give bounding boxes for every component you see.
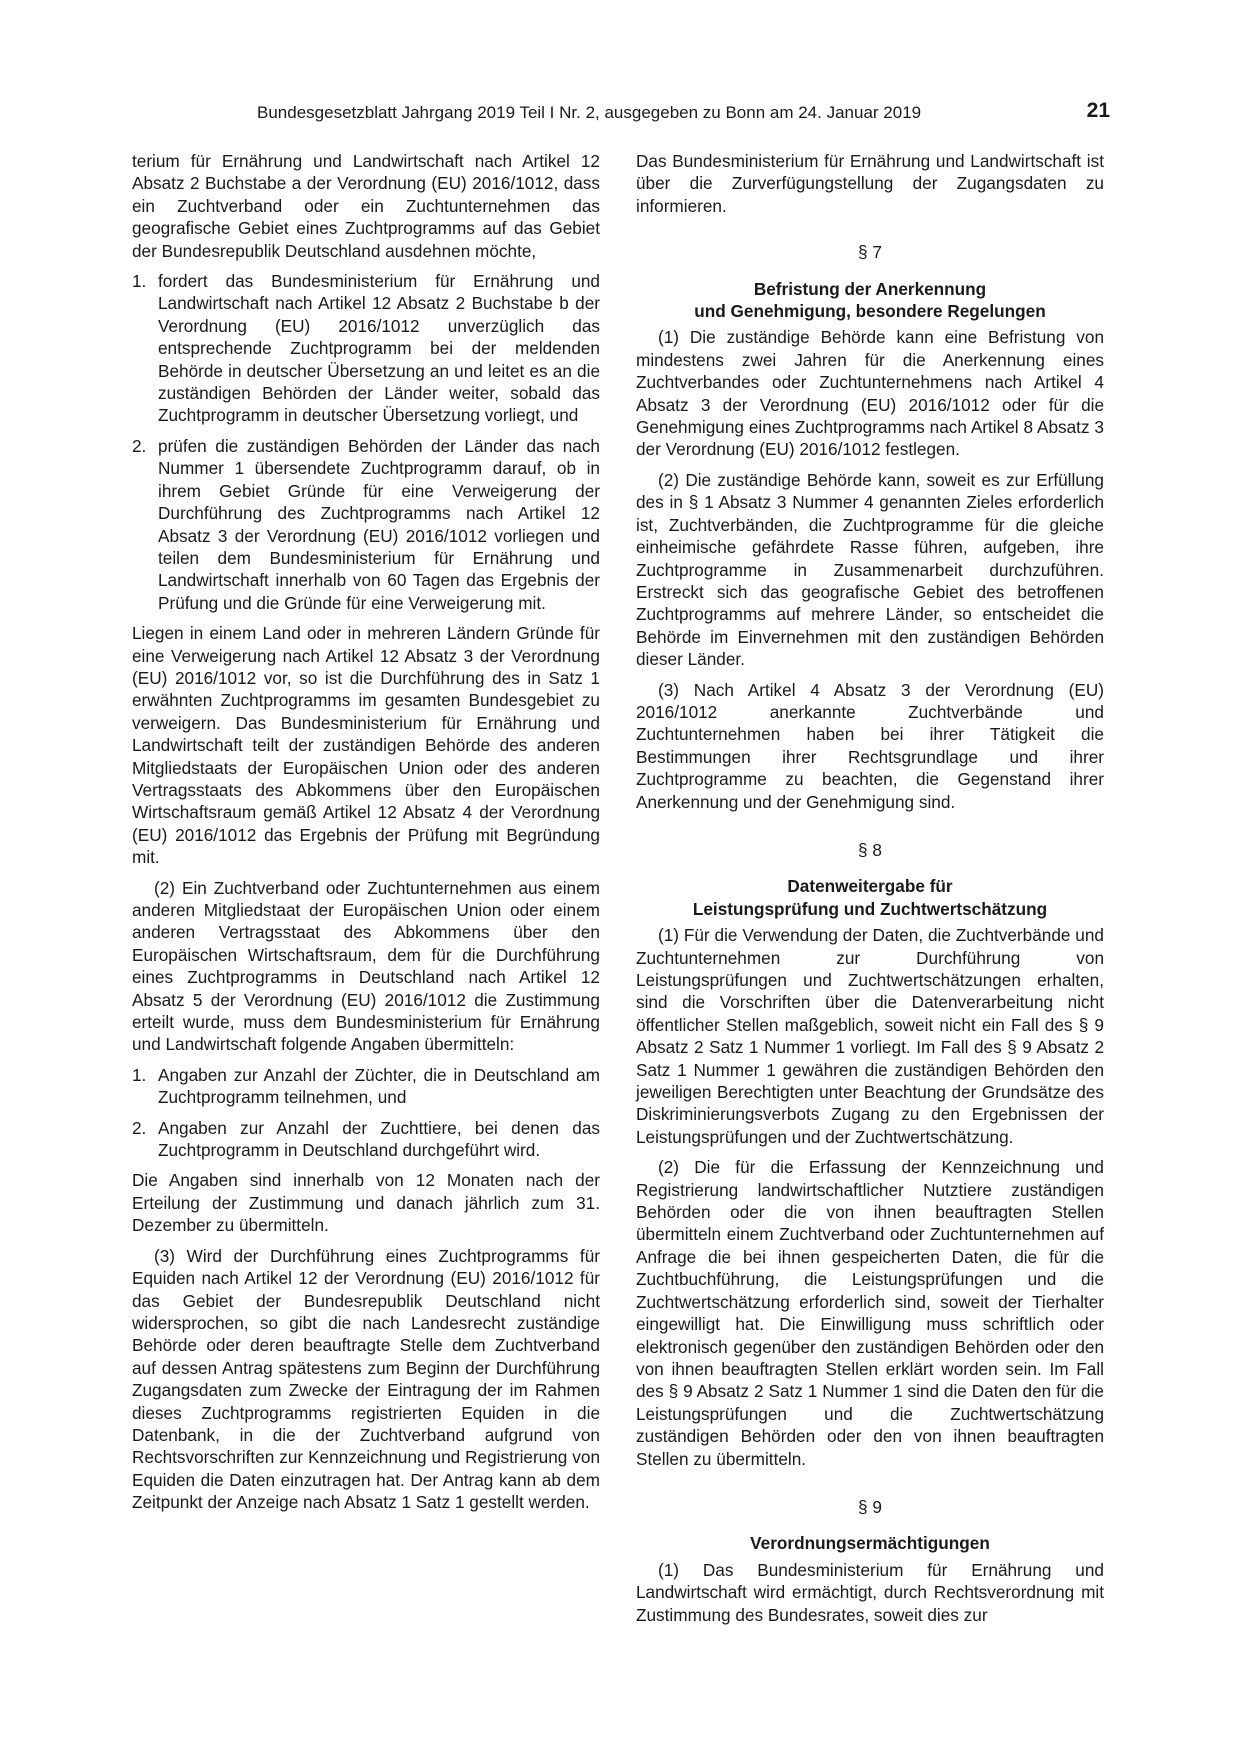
intro-paragraph: terium für Ernährung und Landwirtschaft nach Artikel 12 Absatz 2 Buchstabe a der Verordnung (EU) 2016/1012, dass ein Zuchtverband oder ein Zuchtunternehmen das geografische Gebiet eines Zuchtprogramms auf das Gebiet der Bundesrepublik Deutschland ausdehnen möchte,	[132, 151, 600, 261]
section-9-heading	[636, 1496, 1104, 1555]
list-item-number: 2.	[132, 1117, 147, 1138]
section-title-line: und Genehmigung, besondere Regelungen	[694, 301, 1046, 322]
list-item-text: fordert das Bundesministerium für Ernährung und Landwirtschaft nach Artikel 12 Absatz 2 Buchstabe b der Verordnung (EU) 2016/1012 unverzüglich das entsprechende Zuchtprogramm bei der meldenden Behörde in deutscher Übersetzung an und leitet es an die zuständigen Behörden der Länder weiter, sobald das Zuchtprogramm in deutscher Übersetzung vorliegt, und	[158, 271, 600, 426]
section-7-absatz-3: (3) Nach Artikel 4 Absatz 3 der Verordnung (EU) 2016/1012 anerkannte Zuchtverbände und Zuchtunternehmen haben bei ihrer Tätigkeit die Bestimmungen ihrer Rechtsgrundlage und ihrer Zuchtprogramme zu beachten, die Gegenstand ihrer Anerkennung und der Genehmigung sind.	[636, 679, 1104, 812]
section-7-absatz-1: (1) Die zuständige Behörde kann eine Befristung von mindestens zwei Jahren für die Anerkennung eines Zuchtverbandes oder Zuchtunternehmens nach Artikel 4 Absatz 3 der Verordnung (EU) 2016/1012 oder für die Genehmigung eines Zuchtprogramms nach Artikel 8 Absatz 3 der Verordnung (EU) 2016/1012 festlegen.	[636, 327, 1104, 460]
page-number: 21	[1086, 99, 1110, 122]
list-item-number: 1.	[132, 1064, 147, 1085]
section-number: § 8	[858, 839, 882, 860]
list-item-text: Angaben zur Anzahl der Züchter, die in Deutschland am Zuchtprogramm teilnehmen, und	[158, 1064, 600, 1108]
paragraph-absatz-2: (2) Ein Zuchtverband oder Zuchtunternehmen aus einem anderen Mitgliedstaat der Europäischen Union oder einem anderen Vertragsstaat des Abkommens über den Europäischen Wirtschaftsraum, dem für die Durchführung eines Zuchtprogramms in Deutschland nach Artikel 12 Absatz 5 der Verordnung (EU) 2016/1012 die Zustimmung erteilt wurde, muss dem Bundesministerium für Ernährung und Landwirtschaft folgende Angaben übermitteln:	[132, 877, 600, 1055]
list-item	[132, 435, 600, 614]
section-7-absatz-2: (2) Die zuständige Behörde kann, soweit es zur Erfüllung des in § 1 Absatz 3 Nummer 4 genannten Zieles erforderlich ist, Zuchtverbänden, die Zuchtprogramme für die gleiche einheimische gefährdete Rasse führen, aufgeben, ihre Zuchtprogramme in Zusammenarbeit durchzuführen. Erstreckt sich das geografische Gebiet des betroffenen Zuchtprogramms auf mehrere Länder, so entscheidet die Behörde im Einvernehmen mit den zuständigen Behörden dieser Länder.	[636, 469, 1104, 670]
section-8-absatz-2: (2) Die für die Erfassung der Kennzeichnung und Registrierung landwirtschaftlicher Nutztiere zuständigen Behörden oder die von ihnen beauftragten Stellen übermitteln einem Zuchtverband oder Zuchtunternehmen auf Anfrage die bei ihnen gespeicherten Daten, die für die Zuchtbuchführung, die Leistungsprüfungen und die Zuchtwertschätzung erforderlich sind, soweit der Tierhalter eingewilligt hat. Die Einwilligung muss schriftlich oder elektronisch gegenüber den zuständigen Behörden oder den von ihnen beauftragten Stellen erklärt worden sein. Im Fall des § 9 Absatz 2 Satz 1 Nummer 1 sind die Daten den für die Leistungsprüfungen und die Zuchtwertschätzung zuständigen Behörden oder den von ihnen beauftragten Stellen zu übermitteln.	[636, 1157, 1104, 1469]
section-9-absatz-1: (1) Das Bundesministerium für Ernährung und Landwirtschaft wird ermächtigt, durch Rechtsverordnung mit Zustimmung des Bundesrates, soweit dies zur	[636, 1559, 1104, 1625]
list-item-text: Angaben zur Anzahl der Zuchttiere, bei denen das Zuchtprogramm in Deutschland durchgeführt wird.	[158, 1117, 600, 1161]
section-title-line: Datenweitergabe für	[787, 876, 953, 897]
section-number: § 9	[858, 1496, 882, 1517]
list-item-text: prüfen die zuständigen Behörden der Länder das nach Nummer 1 übersendete Zuchtprogramm darauf, ob in ihrem Gebiet Gründe für eine Verweigerung der Durchführung des Zuchtprogramms nach Artikel 12 Absatz 3 der Verordnung (EU) 2016/1012 vorliegen und teilen dem Bundesministerium für Ernährung und Landwirtschaft innerhalb von 60 Tagen das Ergebnis der Prüfung und die Gründe für eine Verweigerung mit.	[158, 435, 600, 613]
continuation-paragraph: Das Bundesministerium für Ernährung und Landwirtschaft ist über die Zurverfügungstellung der Zugangsdaten zu informieren.	[636, 151, 1104, 216]
section-8-absatz-1: (1) Für die Verwendung der Daten, die Zuchtverbände und Zuchtunternehmen zur Durchführung von Leistungsprüfungen und Zuchtwertschätzungen erhalten, sind die Vorschriften über die Datenverarbeitung nicht öffentlicher Stellen maßgeblich, soweit nicht ein Fall des § 9 Absatz 2 Satz 1 Nummer 1 vorliegt. Im Fall des § 9 Absatz 2 Satz 1 Nummer 1 gewähren die zuständigen Behörden den jeweiligen Berechtigten unter Beachtung der Grundsätze des Diskriminierungsverbots Zugang zu den Ergebnissen der Leistungsprüfungen und der Zuchtwertschätzung.	[636, 925, 1104, 1147]
paragraph-verweigerung: Liegen in einem Land oder in mehreren Ländern Gründe für eine Verweigerung nach Artikel 12 Absatz 3 der Verordnung (EU) 2016/1012 vor, so ist die Durchführung des in Satz 1 erwähnten Zuchtprogramms im gesamten Bundesgebiet zu verweigern. Das Bundesministerium für Ernährung und Landwirtschaft teilt der zuständigen Behörde des anderen Mitgliedstaats der Europäischen Union oder des anderen Vertragsstaats des Abkommens über den Europäischen Wirtschaftsraum gemäß Artikel 12 Absatz 4 der Verordnung (EU) 2016/1012 das Ergebnis der Prüfung mit Begründung mit.	[132, 623, 600, 868]
section-number: § 7	[858, 242, 882, 263]
right-column	[636, 150, 1104, 1634]
paragraph-absatz-3: (3) Wird der Durchführung eines Zuchtprogramms für Equiden nach Artikel 12 der Verordnung (EU) 2016/1012 für das Gebiet der Bundesrepublik Deutschland nicht widersprochen, so gibt die nach Landesrecht zuständige Behörde oder deren beauftragte Stelle dem Zuchtverband auf dessen Antrag spätestens zum Beginn der Durchführung Zugangsdaten zum Zwecke der Eintragung der im Rahmen dieses Zuchtprogramms registrierten Equiden in die Datenbank, in die der Zuchtverband aufgrund von Rechtsvorschriften zur Kennzeichnung und Registrierung von Equiden die Daten einzutragen hat. Der Antrag kann ab dem Zeitpunkt der Anzeige nach Absatz 1 Satz 1 gestellt werden.	[132, 1245, 600, 1513]
paragraph-angaben: Die Angaben sind innerhalb von 12 Monaten nach der Erteilung der Zustimmung und danach jährlich zum 31. Dezember zu übermitteln.	[132, 1170, 600, 1236]
section-8-heading	[636, 839, 1104, 920]
list-item	[132, 1117, 600, 1162]
list-2	[132, 1064, 600, 1162]
section-title	[636, 278, 1104, 323]
list-1	[132, 270, 600, 614]
section-title-line: Leistungsprüfung und Zuchtwertschätzung	[692, 898, 1048, 919]
list-item-number: 2.	[132, 435, 147, 456]
section-7-heading	[636, 241, 1104, 322]
left-column	[132, 150, 600, 1522]
section-title	[636, 875, 1104, 920]
list-item	[132, 270, 600, 427]
section-title: Verordnungsermächtigungen	[750, 1533, 990, 1554]
running-head: Bundesgesetzblatt Jahrgang 2019 Teil I Nr. 2, ausgegeben zu Bonn am 24. Januar 2019	[257, 103, 922, 122]
section-title-line: Befristung der Anerkennung	[753, 278, 987, 299]
list-item	[132, 1064, 600, 1109]
list-item-number: 1.	[132, 271, 147, 292]
page-header	[132, 98, 1110, 128]
